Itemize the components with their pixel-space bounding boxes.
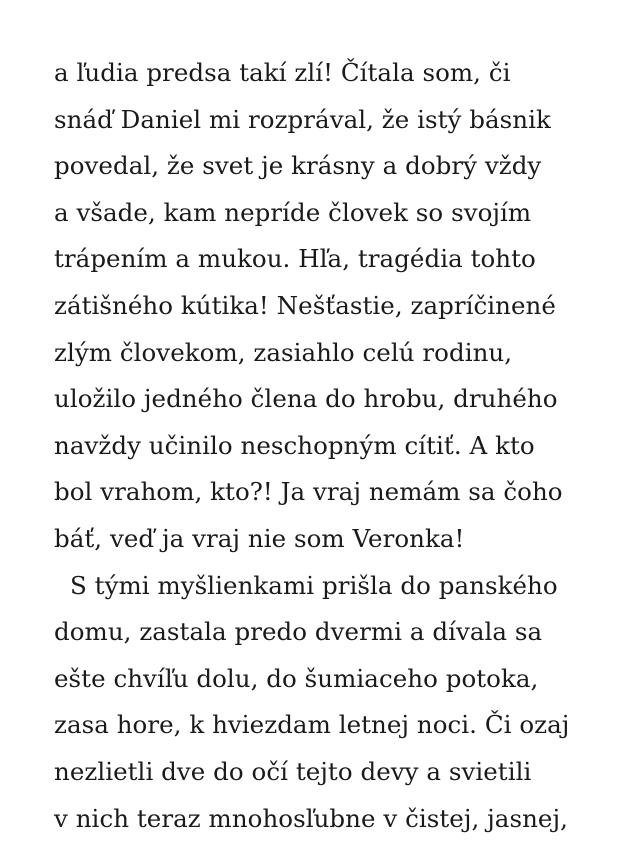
text-line-6: zátišného kútika! Nešťastie, zapríčinené <box>54 283 614 330</box>
text-line-15: zasa hore, k hviezdam letnej noci. Či ozaj <box>54 702 614 749</box>
text-line-14: ešte chvíľu dolu, do šumiaceho potoka, <box>54 656 614 703</box>
text-line-4: a všade, kam nepríde človek so svojím <box>54 190 614 237</box>
text-line-8: uložilo jedného člena do hrobu, druhého <box>54 376 614 423</box>
text-line-10: bol vrahom, kto?! Ja vraj nemám sa čoho <box>54 469 614 516</box>
text-line-17: v nich teraz mnohosľubne v čistej, jasnej, <box>54 796 614 842</box>
text-line-11: báť, veď ja vraj nie som Veronka! <box>54 516 614 563</box>
body-text <box>54 50 614 842</box>
text-line-5: trápením a mukou. Hľa, tragédia tohto <box>54 236 614 283</box>
text-line-7: zlým človekom, zasiahlo celú rodinu, <box>54 330 614 377</box>
text-line-3: povedal, že svet je krásny a dobrý vždy <box>54 143 614 190</box>
text-line-9: navždy učinilo neschopným cítiť. A kto <box>54 423 614 470</box>
paragraph-start-line: S tými myšlienkami prišla do panského <box>54 563 614 610</box>
text-line-1: a ľudia predsa takí zlí! Čítala som, či <box>54 50 614 97</box>
text-line-13: domu, zastala predo dvermi a dívala sa <box>54 609 614 656</box>
text-line-16: nezlietli dve do očí tejto devy a svietili <box>54 749 614 796</box>
text-line-2: snáď Daniel mi rozprával, že istý básnik <box>54 97 614 144</box>
